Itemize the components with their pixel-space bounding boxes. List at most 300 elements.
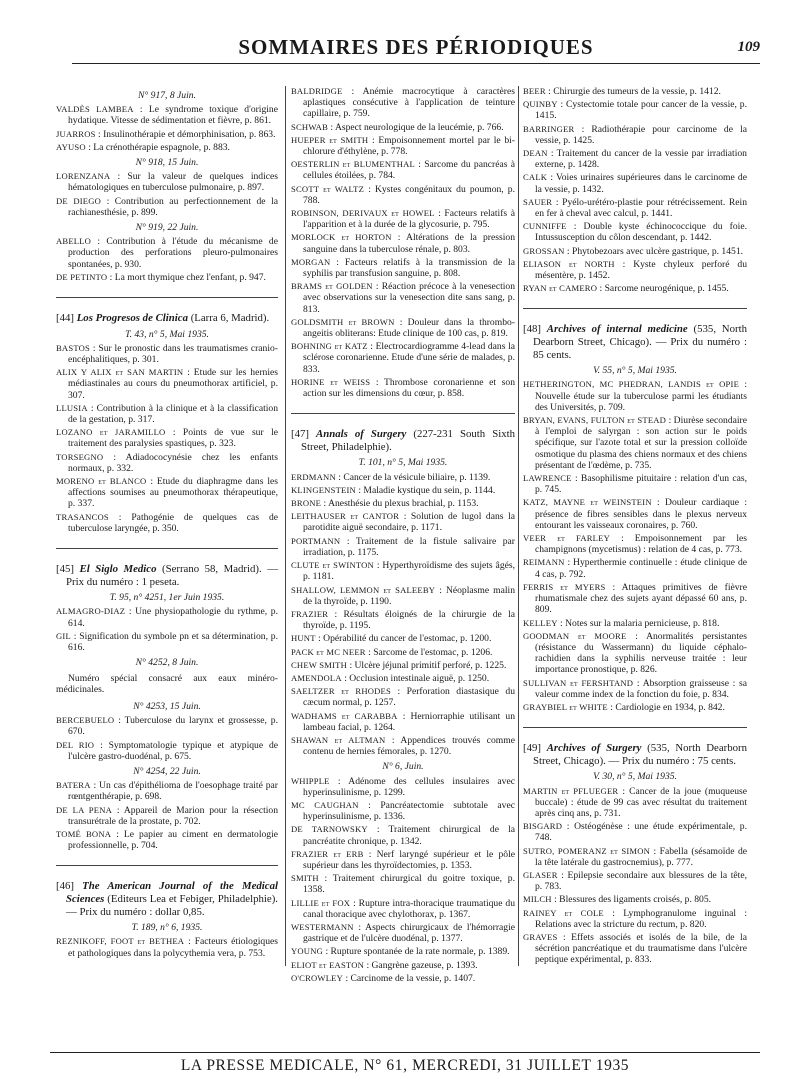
article-title: : Néoplasme malin de la thyroïde, p. 1190. xyxy=(303,584,516,607)
author-names: DE DIEGO xyxy=(56,195,102,206)
article-entry xyxy=(523,172,747,194)
article-title: : Traitement chirurgical du goitre toxique, p. 1358. xyxy=(303,873,515,896)
author-names: ELIASON et NORTH xyxy=(523,258,615,269)
issue-heading: N° 919, 22 Juin. xyxy=(135,222,199,234)
article-title: : Ulcère jéjunal primitif perforé, p. 1225. xyxy=(349,659,507,671)
article-title: : Sur le pronostic dans les traumatismes cranio-encéphalitiques, p. 301. xyxy=(68,342,278,366)
article-entry xyxy=(523,821,747,843)
author-names: REZNIKOFF, FOOT et BETHEA xyxy=(56,936,185,947)
author-names: GROSSAN xyxy=(523,245,565,256)
article-entry xyxy=(523,148,747,170)
article-entry xyxy=(56,476,278,510)
journal-name: Archives of Surgery xyxy=(546,742,642,755)
journal-heading xyxy=(56,563,278,588)
article-entry xyxy=(291,946,515,957)
article-entry xyxy=(56,512,278,534)
author-names: ALMAGRO-DIAZ xyxy=(56,606,126,617)
author-names: OESTERLIN et BLUMENTHAL xyxy=(291,159,415,170)
article-entry xyxy=(523,908,747,930)
article-title: : Facteurs relatifs à l'apparition et à la durée de la glycosurie, p. 795. xyxy=(303,208,515,231)
journal-details: (227-231 South Sixth Street, Philadelphie). xyxy=(301,428,516,453)
article-entry xyxy=(291,711,515,733)
article-entry xyxy=(56,936,278,958)
author-names: SMITH xyxy=(291,873,319,884)
article-entry xyxy=(56,740,278,762)
article-title: : Facteurs relatifs à la transmission de la syphilis par transfusion sanguine, p. 808. xyxy=(303,256,515,280)
article-title: : Traitement de la fistule salivaire par irradiation, p. 1175. xyxy=(303,535,515,558)
issue-heading: T. 43, n° 5, Mai 1935. xyxy=(125,328,209,340)
author-names: BARRINGER xyxy=(523,123,575,134)
article-entry xyxy=(56,367,278,401)
author-names: GLASER xyxy=(523,869,558,880)
article-entry xyxy=(291,341,515,375)
author-names: REIMANN xyxy=(523,557,565,568)
article-title: : Thrombose coronarienne et son action sur les dimensions du cœur, p. 858. xyxy=(303,376,516,400)
section-separator xyxy=(56,865,278,866)
journal-details: (535, North Dearborn Street, Chicago). — Prix du numéro : 75 cents. xyxy=(533,742,748,767)
issue-heading: N° 917, 8 Juin. xyxy=(138,90,196,101)
article-title: : Hyperthermie continuelle : étude clinique de 4 cas, p. 792. xyxy=(535,557,747,580)
issue-heading: N° 4252, 8 Juin. xyxy=(135,657,199,669)
article-entry xyxy=(523,221,747,243)
author-names: SUTRO, POMERANZ et SIMON xyxy=(523,845,651,856)
page-number: 109 xyxy=(737,39,760,55)
article-entry xyxy=(291,922,515,944)
author-names: CALK xyxy=(523,172,548,183)
article-entry xyxy=(56,452,278,474)
author-names: SULLIVAN et FERSHTAND xyxy=(523,677,634,688)
journal-heading xyxy=(291,428,515,453)
author-names: ELIOT et EASTON xyxy=(291,959,365,970)
article-entry xyxy=(291,511,515,533)
author-names: HUEPER et SMITH xyxy=(291,134,369,145)
author-names: MILCH xyxy=(523,894,552,905)
author-names: SCOTT et WALTZ xyxy=(291,183,365,194)
article-title: : Le papier au ciment en dermatologie professionnelle, p. 704. xyxy=(68,828,278,852)
author-names: BEER xyxy=(523,86,546,96)
article-title: : Empoisonnement par les champignons (mycetismus) : relation de 4 cas, p. 773. xyxy=(535,533,748,556)
article-title: : Résultats éloignés de la chirurgie de la thyroïde, p. 1195. xyxy=(303,608,515,632)
author-names: PACK et MC NEER xyxy=(291,646,366,657)
article-entry xyxy=(56,403,278,425)
article-entry xyxy=(291,208,515,230)
journal-number: [48] xyxy=(523,323,541,336)
article-entry xyxy=(523,631,747,676)
author-names: GRAYBIEL et WHITE xyxy=(523,701,608,712)
article-entry xyxy=(523,197,747,219)
author-names: SAELTZER et RHODES xyxy=(291,686,391,697)
article-entry xyxy=(523,415,747,471)
author-names: DE PETINTO xyxy=(56,271,108,282)
article-title: : Altérations de la pression sanguine dans la tuberculose rénale, p. 803. xyxy=(303,232,515,255)
section-separator xyxy=(291,413,515,414)
author-names: FRAZIER xyxy=(291,608,329,619)
journal-name: Annals of Surgery xyxy=(316,428,407,441)
article-title: : Electrocardiogramme 4-lead dans la sclérose coronarienne. Etude d'une série de malades, p. 833. xyxy=(303,341,515,375)
article-entry xyxy=(56,427,278,449)
author-names: MORGAN xyxy=(291,256,331,267)
article-title: : Carcinome de la vessie, p. 1407. xyxy=(345,972,476,984)
column-divider xyxy=(285,86,286,966)
article-entry xyxy=(291,673,515,684)
issue-note: Numéro spécial consacré aux eaux minéro-médicinales. xyxy=(56,672,278,695)
article-entry xyxy=(56,780,278,802)
article-title: : Attaques primitives de fièvre rhumatismale chez des sujets ayant dépassé 60 ans, p. 809. xyxy=(535,581,747,616)
article-title: : Sarcome du pancréas à cellules étoilées, p. 784. xyxy=(303,159,515,182)
journal-name: El Siglo Medico xyxy=(79,563,157,576)
article-title: : Contribution à l'étude du mécanisme de production des perforations pleuro-pulmonaires spontanées, p. 930. xyxy=(68,236,278,270)
issue-heading: N° 918, 15 Juin. xyxy=(135,157,199,169)
article-entry xyxy=(56,171,278,193)
article-title: : Etude du diaphragme dans les affections soumises au pneumothorax thérapeutique, p. 337. xyxy=(68,476,279,510)
column-divider xyxy=(518,86,519,966)
article-title: : Facteurs étiologiques et pathologiques dans la polycythemia vera, p. 753. xyxy=(68,936,278,959)
column-1 xyxy=(56,86,278,966)
footer-text: LA PRESSE MEDICALE, N° 61, MERCREDI, 31 JUILLET 1935 xyxy=(180,1057,630,1074)
article-title: : Aspect neurologique de la leucémie, p. 766. xyxy=(330,121,504,133)
author-names: AYUSO xyxy=(56,141,86,152)
article-entry xyxy=(291,686,515,708)
author-names: AMENDOLA xyxy=(291,672,342,683)
author-names: KLINGENSTEIN xyxy=(291,484,356,495)
issue-heading: T. 189, n° 6, 1935. xyxy=(131,922,203,934)
issue-heading: T. 101, n° 5, Mai 1935. xyxy=(358,457,448,469)
article-title: : Anesthésie du plexus brachial, p. 1153. xyxy=(323,498,479,510)
article-title: : Gangrène gazeuse, p. 1393. xyxy=(366,959,478,971)
article-title: : Appareil de Marion pour la résection transurétrale de la prostate, p. 702. xyxy=(68,804,278,827)
issue-heading: N° 6, Juin. xyxy=(382,761,424,773)
author-names: ERDMANN xyxy=(291,471,336,482)
author-names: LEITHAUSER et CANTOR xyxy=(291,511,400,522)
article-title: : Douleur dans la thrombo-angeitis obliterans: Etude clinique de 100 cas, p. 819. xyxy=(303,316,515,340)
article-title: : Diurèse secondaire à l'emploi de salyrgan : son action sur le poids spécifique, sur l'azote total et sur la pression colloïde osmotique du plasma des chiens normaux et des chiens présentant de l'œdème, p. 735. xyxy=(535,415,747,471)
author-names: BOHNING et KATZ xyxy=(291,341,368,352)
article-entry xyxy=(523,786,747,820)
author-names: BATERA xyxy=(56,780,91,791)
author-names: DE LA PENA xyxy=(56,804,113,815)
article-title: : Cystectomie totale pour cancer de la vessie, p. 1415. xyxy=(535,99,747,122)
author-names: LILLIE et FOX xyxy=(291,897,351,908)
article-entry xyxy=(523,124,747,146)
article-entry xyxy=(291,824,515,846)
article-entry xyxy=(291,135,515,157)
article-title: : Herniorraphie utilisant un lambeau facial, p. 1264. xyxy=(303,710,515,733)
article-entry xyxy=(291,647,515,658)
article-title: : Nerf laryngé supérieur et le pôle supérieur dans les thyroïdectomies, p. 1353. xyxy=(303,848,515,871)
author-names: BRAMS et GOLDEN xyxy=(291,281,373,292)
article-entry xyxy=(291,898,515,920)
article-title: : Opérabilité du cancer de l'estomac, p. 1200. xyxy=(318,633,492,645)
article-title: : Solution de lugol dans la parotidite aiguë secondaire, p. 1171. xyxy=(303,511,515,534)
article-entry xyxy=(56,343,278,365)
author-names: BASTOS xyxy=(56,342,90,353)
author-names: O'CROWLEY xyxy=(291,972,344,983)
journal-number: [47] xyxy=(291,428,309,441)
journal-name: Archives of internal medicine xyxy=(546,323,688,336)
journal-heading xyxy=(523,323,747,361)
article-entry xyxy=(523,557,747,579)
article-title: : Cancer de la vésicule biliaire, p. 1139. xyxy=(338,471,491,483)
journal-details: (Larra 6, Madrid). xyxy=(190,312,270,325)
article-title: : Pyélo-urétéro-plastie pour rétrécissement. Rein en fer à cheval avec calcul, p. 1441. xyxy=(535,196,747,220)
issue-heading: V. 55, n° 5, Mai 1935. xyxy=(593,365,677,377)
article-entry xyxy=(291,536,515,558)
author-names: VALDÈS LAMBEA xyxy=(56,104,134,115)
article-title: : La mort thymique chez l'enfant, p. 947. xyxy=(109,271,266,283)
article-title: : Double kyste échinococcique du foie. Intussusception du côlon descendant, p. 1442. xyxy=(535,221,747,244)
article-entry xyxy=(291,317,515,339)
article-entry xyxy=(291,660,515,671)
article-entry xyxy=(56,805,278,827)
article-title: : Anormalités persistantes (résistance du Wassermann) du liquide céphalo-rachidien dans la syphilis nerveuse traitée : leur importance pronostique, p. 826. xyxy=(535,630,747,676)
article-title: : Contribution à la clinique et à la classification de la gestation, p. 317. xyxy=(68,402,278,426)
article-title: : Epilepsie secondaire aux blessures de la tête, p. 783. xyxy=(535,869,747,893)
article-entry xyxy=(291,232,515,254)
author-names: GRAVES xyxy=(523,931,558,942)
article-entry xyxy=(291,281,515,315)
article-title: : Aspects chirurgicaux de l'hémorragie gastrique et de l'ulcère duodénal, p. 1377. xyxy=(303,921,515,945)
article-title: : Cardiologie en 1934, p. 842. xyxy=(610,701,725,713)
article-entry xyxy=(291,960,515,971)
article-title: : Adiadococynésie chez les enfants normaux, p. 332. xyxy=(68,451,278,474)
author-names: GIL xyxy=(56,630,71,641)
author-names: MARTIN et PFLUEGER xyxy=(523,785,619,796)
author-names: TOMÉ BONA xyxy=(56,828,112,839)
article-entry xyxy=(523,86,747,97)
article-title: : Sarcome de l'estomac, p. 1206. xyxy=(368,646,493,658)
author-names: CUNNIFFE xyxy=(523,221,567,232)
author-names: BALDRIDGE xyxy=(291,86,343,96)
article-entry xyxy=(523,259,747,281)
article-entry xyxy=(291,257,515,279)
article-title: : Adénome des cellules insulaires avec hyperinsulinisme, p. 1299. xyxy=(303,775,515,798)
article-title: : Symptomatologie typique et atypique de l'ulcère gastro-duodénal, p. 675. xyxy=(68,739,279,762)
article-entry xyxy=(291,86,515,120)
article-title: : Sur la valeur de quelques indices hématologiques en tuberculose pulmonaire, p. 897. xyxy=(68,171,278,194)
author-names: RAINEY et COLE xyxy=(523,907,604,918)
author-names: MORENO et BLANCO xyxy=(56,476,147,487)
article-entry xyxy=(56,715,278,737)
article-title: : Pancréatectomie subtotale avec hyperinsulinisme, p. 1336. xyxy=(303,799,515,823)
author-names: TRASANCOS xyxy=(56,511,109,522)
author-names: HORINE et WEISS xyxy=(291,376,371,387)
issue-heading: V. 30, n° 5, Mai 1935. xyxy=(593,771,677,783)
article-title: : Effets associés et isolés de la bile, de la sécrétion pancréatique et du traumatisme dans l'ulcère peptique expérimental, p. 833. xyxy=(535,931,747,966)
author-names: ALIX Y ALIX et SAN MARTIN xyxy=(56,367,184,378)
author-names: GOODMAN et MOORE xyxy=(523,630,627,641)
page-title: SOMMAIRES DES PÉRIODIQUES xyxy=(238,35,594,59)
article-entry xyxy=(291,800,515,822)
author-names: LORENZANA xyxy=(56,171,111,182)
article-title: : Insulinothérapie et démorphinisation, p. 863. xyxy=(98,128,276,140)
article-entry xyxy=(56,236,278,270)
article-entry xyxy=(523,497,747,531)
article-entry xyxy=(56,196,278,218)
article-entry xyxy=(291,973,515,984)
section-separator xyxy=(56,297,278,298)
article-entry xyxy=(523,870,747,892)
journal-number: [49] xyxy=(523,742,541,755)
article-entry xyxy=(56,631,278,653)
author-names: JUARROS xyxy=(56,128,96,139)
issue-heading: N° 4254, 22 Juin. xyxy=(133,765,201,777)
article-title: : Chirurgie des tumeurs de la vessie, p. 1412. xyxy=(548,86,721,97)
article-entry xyxy=(523,618,747,629)
article-title: : Une physiopathologie du rythme, p. 614. xyxy=(68,606,278,629)
article-entry xyxy=(291,472,515,483)
journal-heading xyxy=(523,742,747,767)
author-names: DE TARNOWSKY xyxy=(291,824,368,835)
article-title: : Blessures des ligaments croisés, p. 805. xyxy=(554,894,712,906)
author-names: VEER et FARLEY xyxy=(523,533,610,544)
author-names: FERRIS et MYERS xyxy=(523,581,606,592)
article-title: : Traitement du cancer de la vessie par irradiation externe, p. 1428. xyxy=(535,148,747,171)
author-names: ROBINSON, DERIVAUX et HOWEL xyxy=(291,208,435,219)
article-entry xyxy=(523,582,747,616)
article-title: : Radiothérapie pour carcinome de la vessie, p. 1425. xyxy=(535,123,747,146)
article-title: : Occlusion intestinale aiguë, p. 1250. xyxy=(344,672,490,684)
article-entry xyxy=(291,122,515,133)
article-entry xyxy=(291,560,515,582)
article-title: : Sarcome neurogénique, p. 1455. xyxy=(599,283,729,295)
author-names: RYAN et CAMERO xyxy=(523,283,598,294)
article-entry xyxy=(291,609,515,631)
page-footer xyxy=(50,1052,760,1075)
section-separator xyxy=(523,308,747,309)
article-entry xyxy=(523,678,747,700)
article-title: : Cancer de la joue (muqueuse buccale) : étude de 99 cas avec résultat du traitement après cinq ans, p. 731. xyxy=(535,785,747,819)
article-entry xyxy=(56,272,278,283)
article-title: : Kystes congénitaux du poumon, p. 788. xyxy=(303,183,516,206)
author-names: MORLOCK et HORTON xyxy=(291,232,392,243)
author-names: SAUER xyxy=(523,196,553,207)
article-entry xyxy=(291,159,515,181)
article-title: : Phytobezoars avec ulcère gastrique, p. 1451. xyxy=(566,245,744,257)
article-title: : Points de vue sur le traitement des paralysies spastiques, p. 323. xyxy=(68,427,278,450)
article-entry xyxy=(523,246,747,257)
page-header xyxy=(72,33,760,64)
article-entry xyxy=(291,633,515,644)
article-entry xyxy=(291,585,515,607)
article-entry xyxy=(523,932,747,966)
article-entry xyxy=(523,702,747,713)
article-entry xyxy=(523,283,747,294)
author-names: PORTMANN xyxy=(291,535,341,546)
author-names: MC CAUGHAN xyxy=(291,799,359,810)
journal-name: The American Journal of the Medical Sciences xyxy=(66,880,278,905)
article-entry xyxy=(291,184,515,206)
article-title: : Lymphogranulome inguinal : Relations avec la stricture du rectum, p. 820. xyxy=(535,907,747,930)
article-entry xyxy=(291,377,515,399)
author-names: CLUTE et SWINTON xyxy=(291,560,374,571)
author-names: ABELLO xyxy=(56,236,92,247)
article-entry xyxy=(523,99,747,121)
article-entry xyxy=(56,142,278,153)
column-2 xyxy=(291,86,516,984)
section-separator xyxy=(56,548,278,549)
article-title: : Absorption graisseuse : sa valeur comme index de la fonction du foie, p. 834. xyxy=(535,677,747,700)
article-title: : Le syndrome toxique d'origine hydatique. Vitesse de sédimentation et fièvre, p. 861. xyxy=(68,104,278,127)
journal-number: [45] xyxy=(56,563,74,576)
article-entry xyxy=(56,829,278,851)
article-title: : Douleur cardiaque : présence de fibres sensibles dans le plexus nerveux entourant les vaisseaux coronaires, p. 760. xyxy=(535,497,747,531)
article-entry xyxy=(523,473,747,495)
article-title: : Voies urinaires supérieures dans le carcinome de la vessie, p. 1432. xyxy=(535,172,747,195)
article-title: : Nouvelle étude sur la tuberculose parmi les étudiants des Universités, p. 709. xyxy=(535,379,748,413)
author-names: QUINBY xyxy=(523,99,558,110)
author-names: KATZ, MAYNE et WEINSTEIN xyxy=(523,497,652,508)
author-names: DEAN xyxy=(523,148,548,159)
article-entry xyxy=(291,873,515,895)
article-entry xyxy=(291,849,515,871)
article-entry xyxy=(56,104,278,126)
article-title: : Rupture spontanée de la rate normale, p. 1389. xyxy=(325,946,510,958)
author-names: FRAZIER et ERB xyxy=(291,848,364,859)
author-names: BERCEBUELO xyxy=(56,715,115,726)
article-title: : Notes sur la malaria pernicieuse, p. 818. xyxy=(560,617,720,629)
author-names: HUNT xyxy=(291,633,316,644)
journal-details: (535, North Dearborn Street, Chicago). — Prix du numéro : 85 cents. xyxy=(533,323,748,361)
article-title: : Signification du symbole pn et sa détermination, p. 616. xyxy=(68,630,278,654)
article-entry xyxy=(291,735,515,757)
section-separator xyxy=(523,727,747,728)
article-title: : Pathogénie de quelques cas de tuberculose laryngée, p. 350. xyxy=(68,511,278,534)
author-names: HETHERINGTON, MC PHEDRAN, LANDIS et OPIE xyxy=(523,379,740,390)
author-names: CHEW SMITH xyxy=(291,659,348,670)
article-title: : Empoisonnement mortel par le bi-chlorure d'éthylène, p. 778. xyxy=(303,134,515,158)
journal-heading xyxy=(56,880,278,918)
author-names: BISGARD xyxy=(523,821,563,832)
article-title: : Etude sur les hernies médiastinales au cours du pneumothorax artificiel, p. 307. xyxy=(68,367,278,401)
author-names: DEL RIO xyxy=(56,739,95,750)
article-entry xyxy=(523,379,747,413)
author-names: WESTERMANN xyxy=(291,921,354,932)
author-names: YOUNG xyxy=(291,946,324,957)
article-title: : Contribution au perfectionnement de la rachianesthésie, p. 899. xyxy=(68,195,278,218)
author-names: SHAWAN et ALTMAN xyxy=(291,734,386,745)
article-title: : Hyperthyroïdisme des sujets âgés, p. 1181. xyxy=(303,560,516,583)
author-names: WADHAMS et CARABBA xyxy=(291,710,398,721)
author-names: LLUSIA xyxy=(56,402,88,413)
article-title: : La crénothérapie espagnole, p. 883. xyxy=(88,141,230,153)
article-entry xyxy=(523,533,747,555)
article-entry xyxy=(56,129,278,140)
article-title: : Tuberculose du larynx et grossesse, p. 670. xyxy=(68,715,278,738)
article-entry xyxy=(523,846,747,868)
article-title: : Fabella (sésamoïde de la tête latérale du gastrocnemius), p. 777. xyxy=(535,845,748,868)
author-names: KELLEY xyxy=(523,617,558,628)
article-entry xyxy=(291,485,515,496)
author-names: GOLDSMITH et BROWN xyxy=(291,316,395,327)
journal-number: [44] xyxy=(56,312,74,325)
article-title: : Maladie kystique du sein, p. 1144. xyxy=(358,484,496,496)
issue-heading: T. 95, n° 4251, 1er Juin 1935. xyxy=(109,592,225,604)
author-names: LAWRENCE xyxy=(523,473,572,484)
article-title: : Traitement chirurgical de la pancréatite chronique, p. 1342. xyxy=(303,824,515,847)
author-names: WHIPPLE xyxy=(291,775,330,786)
author-names: TORSEGNO xyxy=(56,451,104,462)
author-names: LOZANO et JARAMILLO xyxy=(56,427,166,438)
journal-details: (Serrano 58, Madrid). — Prix du numéro : 1 peseta. xyxy=(66,563,278,588)
article-entry xyxy=(523,894,747,905)
author-names: SCHWAB xyxy=(291,121,329,132)
article-title: : Appendices trouvés comme contenu de hernies fémorales, p. 1270. xyxy=(303,734,515,758)
journal-details: (Editeurs Lea et Febiger, Philadelphie). — Prix du numéro : dollar 0,85. xyxy=(66,892,278,918)
journal-name: Los Progresos de Clinica xyxy=(76,312,188,325)
journal-heading xyxy=(56,312,278,325)
article-title: : Kyste chyleux perforé du mésentère, p. 1452. xyxy=(535,258,747,282)
article-entry xyxy=(56,606,278,628)
